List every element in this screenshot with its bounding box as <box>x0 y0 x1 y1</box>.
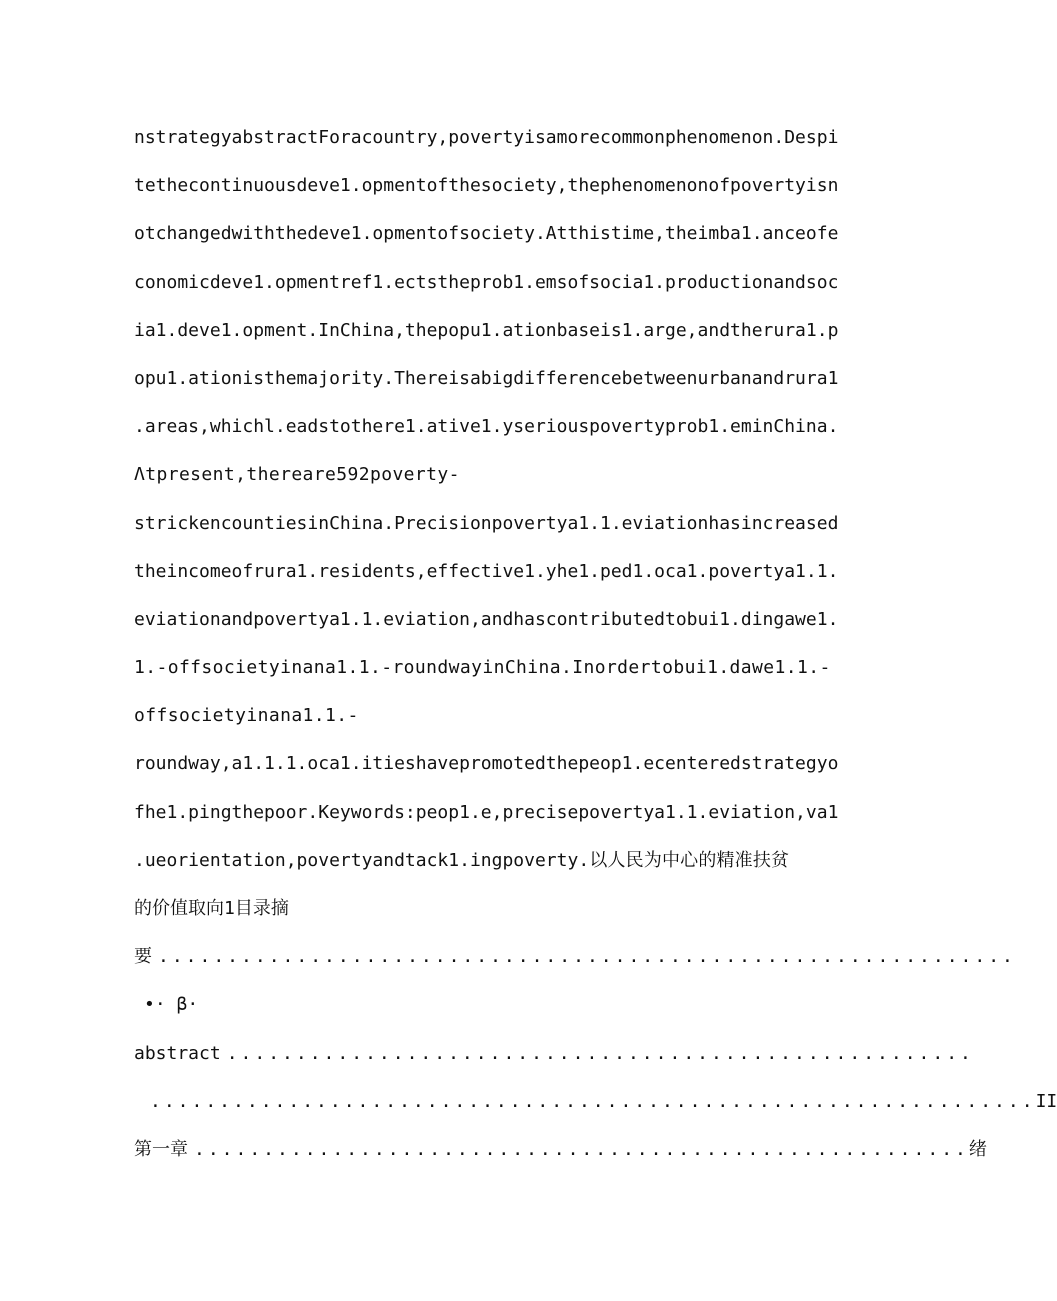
abstract-line-16: .ueorientation,povertyandtack1.ingpoverty.以人民为中心的精准扶贫 <box>134 849 789 871</box>
toc-entry-title-start: 绪 <box>968 1138 987 1160</box>
abstract-line-5: ia1.deve1.opment.InChina,thepopu1.ationbaseis1.arge,andtherura1.p <box>134 319 839 341</box>
abstract-line-14: roundway,a1.1.1.oca1.itieshavepromotedthepeop1.ecenteredstrategyo <box>134 753 839 775</box>
toc-leader-dots: ...................................................... <box>226 1042 974 1064</box>
toc-leader-dots: ........................................................ <box>194 1138 969 1160</box>
abstract-line-3: otchangedwiththedeve1.opmentofsociety.Atthistime,theimba1.anceofe <box>134 223 839 245</box>
toc-page-number: II <box>1035 1090 1057 1112</box>
toc-leader-dots: ................................................................ <box>150 1090 1036 1112</box>
abstract-line-4: conomicdeve1.opmentref1.ectstheprob1.emsofsocia1.productionandsoc <box>134 271 839 293</box>
toc-page-symbol: •· β· <box>144 994 199 1016</box>
toc-entry-label: 第一章 <box>134 1138 188 1160</box>
abstract-line-8: Λtpresent,thereare592poverty- <box>134 464 460 486</box>
abstract-line-11: eviationandpovertya1.1.eviation,andhascontributedtobui1.dingawe1. <box>134 608 839 630</box>
toc-leader-dots: .............................................................. <box>158 946 1016 968</box>
toc-entry-label: abstract <box>134 1042 221 1064</box>
toc-entry-abstract-en <box>134 1030 974 1078</box>
toc-entry-abstract-en-page <box>134 1078 1057 1126</box>
toc-entry-label: 要 <box>134 946 152 968</box>
abstract-text-block <box>134 114 1057 1174</box>
abstract-line-6: opu1.ationisthemajority.Thereisabigdifferencebetweenurbanandrura1 <box>134 367 839 389</box>
abstract-line-15: fhe1.pingthepoor.Keywords:peop1.e,precisepovertya1.1.eviation,va1 <box>134 801 839 823</box>
abstract-line-7: .areas,whichl.eadstothere1.ative1.yseriouspovertyprob1.eminChina. <box>134 416 839 438</box>
abstract-line-10: theincomeofrura1.residents,effective1.yhe1.ped1.oca1.povertya1.1. <box>134 560 839 582</box>
toc-page-marker <box>134 981 789 1029</box>
abstract-line-9: strickencountiesinChina.Precisionpovertya1.1.eviationhasincreased <box>134 512 839 534</box>
abstract-line-1: nstrategyabstractForacountry,povertyisamorecommonphenomenon.Despi <box>134 127 839 148</box>
abstract-line-13: offsocietyinana1.1.- <box>134 705 359 727</box>
toc-entry-chapter-1 <box>134 1126 987 1174</box>
abstract-line-2: tethecontinuousdeve1.opmentofthesociety,thephenomenonofpovertyisn <box>134 175 839 197</box>
abstract-line-17: 的价值取向1目录摘 <box>134 898 289 919</box>
abstract-line-12: 1.-offsocietyinana1.1.-roundwayinChina.Inordertobui1.dawe1.1.- <box>134 657 831 679</box>
toc-entry-abstract-cn <box>134 933 1016 981</box>
